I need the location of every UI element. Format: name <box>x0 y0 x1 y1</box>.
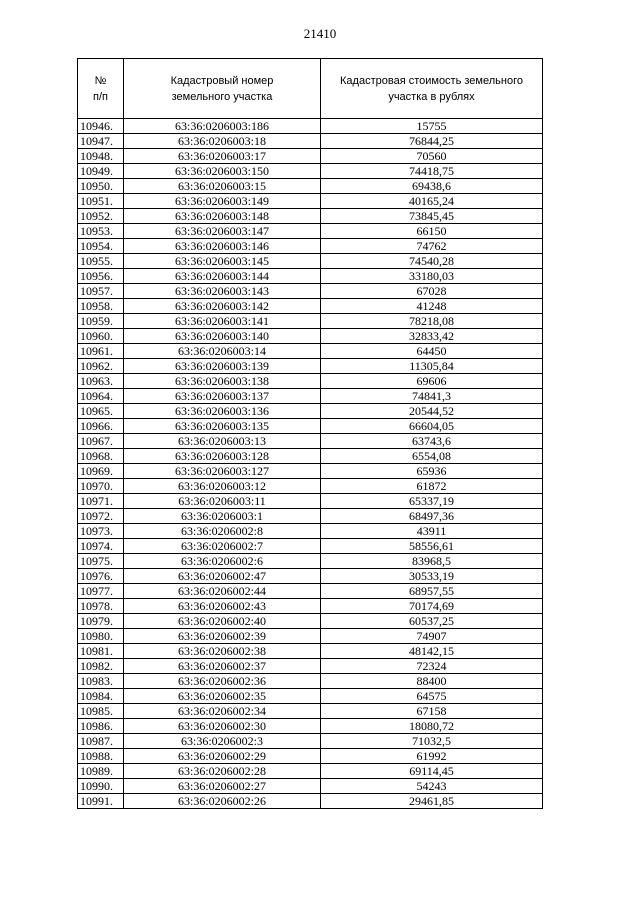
cadastral-number-cell: 63:36:0206003:149 <box>124 194 321 209</box>
table-row <box>78 314 543 329</box>
cadastral-value-cell: 66150 <box>321 224 543 239</box>
cadastral-number-cell: 63:36:0206003:148 <box>124 209 321 224</box>
cadastral-value-cell: 74762 <box>321 239 543 254</box>
row-number-cell: 10983. <box>78 674 124 689</box>
cadastral-value-cell: 40165,24 <box>321 194 543 209</box>
cadastral-number-cell: 63:36:0206002:28 <box>124 764 321 779</box>
table-row <box>78 134 543 149</box>
row-number-cell: 10988. <box>78 749 124 764</box>
cadastral-value-cell: 65936 <box>321 464 543 479</box>
cadastral-value-cell: 65337,19 <box>321 494 543 509</box>
cadastral-number-cell: 63:36:0206003:18 <box>124 134 321 149</box>
cadastral-value-cell: 60537,25 <box>321 614 543 629</box>
cadastral-value-cell: 18080,72 <box>321 719 543 734</box>
row-number-cell: 10960. <box>78 329 124 344</box>
cadastral-value-cell: 73845,45 <box>321 209 543 224</box>
cadastral-number-cell: 63:36:0206002:27 <box>124 779 321 794</box>
cadastral-number-cell: 63:36:0206003:14 <box>124 344 321 359</box>
table-row <box>78 149 543 164</box>
table-row <box>78 344 543 359</box>
cadastral-number-cell: 63:36:0206003:150 <box>124 164 321 179</box>
cadastral-number-cell: 63:36:0206002:39 <box>124 629 321 644</box>
cadastral-number-cell: 63:36:0206003:12 <box>124 479 321 494</box>
cadastral-value-cell: 43911 <box>321 524 543 539</box>
row-number-cell: 10974. <box>78 539 124 554</box>
header-cadastral-value: Кадастровая стоимость земельного участка в рублях <box>321 59 543 119</box>
table-row <box>78 164 543 179</box>
table-row <box>78 299 543 314</box>
cadastral-value-cell: 48142,15 <box>321 644 543 659</box>
cadastral-number-cell: 63:36:0206003:136 <box>124 404 321 419</box>
cadastral-number-cell: 63:36:0206003:137 <box>124 389 321 404</box>
cadastral-number-cell: 63:36:0206002:7 <box>124 539 321 554</box>
row-number-cell: 10946. <box>78 119 124 134</box>
row-number-cell: 10989. <box>78 764 124 779</box>
cadastral-value-cell: 74841,3 <box>321 389 543 404</box>
cadastral-value-cell: 74418,75 <box>321 164 543 179</box>
table-row <box>78 374 543 389</box>
table-row <box>78 119 543 134</box>
row-number-cell: 10987. <box>78 734 124 749</box>
table-row <box>78 569 543 584</box>
row-number-cell: 10967. <box>78 434 124 449</box>
row-number-cell: 10979. <box>78 614 124 629</box>
cadastral-number-cell: 63:36:0206003:11 <box>124 494 321 509</box>
cadastral-number-cell: 63:36:0206003:144 <box>124 269 321 284</box>
row-number-cell: 10949. <box>78 164 124 179</box>
cadastral-value-cell: 88400 <box>321 674 543 689</box>
table-row <box>78 794 543 809</box>
cadastral-value-cell: 32833,42 <box>321 329 543 344</box>
row-number-cell: 10957. <box>78 284 124 299</box>
row-number-cell: 10978. <box>78 599 124 614</box>
row-number-cell: 10963. <box>78 374 124 389</box>
cadastral-value-cell: 67158 <box>321 704 543 719</box>
row-number-cell: 10950. <box>78 179 124 194</box>
table-row <box>78 284 543 299</box>
table-row <box>78 689 543 704</box>
table-row <box>78 179 543 194</box>
table-row <box>78 494 543 509</box>
table-row <box>78 464 543 479</box>
row-number-cell: 10964. <box>78 389 124 404</box>
table-row <box>78 779 543 794</box>
table-row <box>78 194 543 209</box>
cadastral-value-cell: 74540,28 <box>321 254 543 269</box>
table-row <box>78 644 543 659</box>
row-number-cell: 10955. <box>78 254 124 269</box>
cadastral-number-cell: 63:36:0206002:36 <box>124 674 321 689</box>
header-row-number: № п/п <box>78 59 124 119</box>
cadastral-number-cell: 63:36:0206002:40 <box>124 614 321 629</box>
row-number-cell: 10982. <box>78 659 124 674</box>
cadastral-value-cell: 68497,36 <box>321 509 543 524</box>
row-number-cell: 10972. <box>78 509 124 524</box>
cadastral-number-cell: 63:36:0206003:147 <box>124 224 321 239</box>
cadastral-value-cell: 72324 <box>321 659 543 674</box>
table-row <box>78 449 543 464</box>
cadastral-value-cell: 64575 <box>321 689 543 704</box>
cadastral-value-cell: 29461,85 <box>321 794 543 809</box>
cadastral-number-cell: 63:36:0206002:30 <box>124 719 321 734</box>
row-number-cell: 10958. <box>78 299 124 314</box>
table-header-row <box>78 59 543 119</box>
row-number-cell: 10965. <box>78 404 124 419</box>
cadastral-value-cell: 63743,6 <box>321 434 543 449</box>
row-number-cell: 10980. <box>78 629 124 644</box>
row-number-cell: 10961. <box>78 344 124 359</box>
cadastral-number-cell: 63:36:0206003:143 <box>124 284 321 299</box>
cadastral-number-cell: 63:36:0206002:38 <box>124 644 321 659</box>
row-number-cell: 10977. <box>78 584 124 599</box>
cadastral-number-cell: 63:36:0206003:139 <box>124 359 321 374</box>
row-number-cell: 10973. <box>78 524 124 539</box>
cadastral-value-cell: 64450 <box>321 344 543 359</box>
cadastral-value-cell: 58556,61 <box>321 539 543 554</box>
row-number-cell: 10956. <box>78 269 124 284</box>
table-row <box>78 704 543 719</box>
header-cadastral-number: Кадастровый номер земельного участка <box>124 59 321 119</box>
table-row <box>78 674 543 689</box>
cadastral-value-cell: 71032,5 <box>321 734 543 749</box>
cadastral-number-cell: 63:36:0206003:17 <box>124 149 321 164</box>
cadastral-value-cell: 69606 <box>321 374 543 389</box>
cadastral-number-cell: 63:36:0206003:138 <box>124 374 321 389</box>
cadastral-number-cell: 63:36:0206003:1 <box>124 509 321 524</box>
row-number-cell: 10954. <box>78 239 124 254</box>
table-row <box>78 524 543 539</box>
cadastral-value-cell: 76844,25 <box>321 134 543 149</box>
cadastral-value-cell: 67028 <box>321 284 543 299</box>
table-row <box>78 584 543 599</box>
cadastral-value-cell: 66604,05 <box>321 419 543 434</box>
row-number-cell: 10986. <box>78 719 124 734</box>
cadastral-value-cell: 30533,19 <box>321 569 543 584</box>
cadastral-value-cell: 54243 <box>321 779 543 794</box>
cadastral-value-cell: 69114,45 <box>321 764 543 779</box>
table-row <box>78 389 543 404</box>
cadastral-number-cell: 63:36:0206003:140 <box>124 329 321 344</box>
row-number-cell: 10976. <box>78 569 124 584</box>
table-row <box>78 479 543 494</box>
table-row <box>78 599 543 614</box>
cadastral-number-cell: 63:36:0206002:34 <box>124 704 321 719</box>
row-number-cell: 10968. <box>78 449 124 464</box>
cadastral-value-cell: 15755 <box>321 119 543 134</box>
table-row <box>78 254 543 269</box>
cadastral-value-cell: 83968,5 <box>321 554 543 569</box>
cadastral-number-cell: 63:36:0206003:127 <box>124 464 321 479</box>
table-row <box>78 269 543 284</box>
cadastral-value-cell: 61872 <box>321 479 543 494</box>
table-row <box>78 554 543 569</box>
table-row <box>78 359 543 374</box>
cadastral-number-cell: 63:36:0206003:141 <box>124 314 321 329</box>
cadastral-value-cell: 70560 <box>321 149 543 164</box>
cadastral-number-cell: 63:36:0206002:35 <box>124 689 321 704</box>
cadastral-number-cell: 63:36:0206003:142 <box>124 299 321 314</box>
cadastral-value-cell: 70174,69 <box>321 599 543 614</box>
cadastral-number-cell: 63:36:0206002:3 <box>124 734 321 749</box>
table-row <box>78 239 543 254</box>
table-row <box>78 614 543 629</box>
cadastral-number-cell: 63:36:0206002:26 <box>124 794 321 809</box>
row-number-cell: 10962. <box>78 359 124 374</box>
cadastral-number-cell: 63:36:0206002:8 <box>124 524 321 539</box>
cadastral-number-cell: 63:36:0206003:145 <box>124 254 321 269</box>
row-number-cell: 10959. <box>78 314 124 329</box>
table-row <box>78 734 543 749</box>
page-number: 21410 <box>303 26 337 41</box>
cadastral-value-cell: 61992 <box>321 749 543 764</box>
row-number-cell: 10947. <box>78 134 124 149</box>
row-number-cell: 10971. <box>78 494 124 509</box>
table-row <box>78 509 543 524</box>
row-number-cell: 10966. <box>78 419 124 434</box>
row-number-cell: 10953. <box>78 224 124 239</box>
cadastral-number-cell: 63:36:0206003:15 <box>124 179 321 194</box>
cadastral-value-cell: 20544,52 <box>321 404 543 419</box>
cadastral-number-cell: 63:36:0206002:37 <box>124 659 321 674</box>
row-number-cell: 10991. <box>78 794 124 809</box>
cadastral-value-cell: 78218,08 <box>321 314 543 329</box>
table-row <box>78 224 543 239</box>
cadastral-number-cell: 63:36:0206002:29 <box>124 749 321 764</box>
table-row <box>78 419 543 434</box>
table-row <box>78 749 543 764</box>
row-number-cell: 10951. <box>78 194 124 209</box>
cadastral-value-cell: 74907 <box>321 629 543 644</box>
table-row <box>78 764 543 779</box>
row-number-cell: 10984. <box>78 689 124 704</box>
cadastral-number-cell: 63:36:0206002:47 <box>124 569 321 584</box>
cadastral-number-cell: 63:36:0206003:13 <box>124 434 321 449</box>
table-row <box>78 719 543 734</box>
table-row <box>78 629 543 644</box>
cadastral-value-cell: 6554,08 <box>321 449 543 464</box>
row-number-cell: 10985. <box>78 704 124 719</box>
table-body <box>78 119 543 809</box>
table-row <box>78 404 543 419</box>
table-row <box>78 539 543 554</box>
row-number-cell: 10969. <box>78 464 124 479</box>
cadastral-number-cell: 63:36:0206003:135 <box>124 419 321 434</box>
cadastral-value-cell: 69438,6 <box>321 179 543 194</box>
cadastral-number-cell: 63:36:0206003:128 <box>124 449 321 464</box>
row-number-cell: 10948. <box>78 149 124 164</box>
row-number-cell: 10990. <box>78 779 124 794</box>
row-number-cell: 10975. <box>78 554 124 569</box>
row-number-cell: 10952. <box>78 209 124 224</box>
cadastral-value-cell: 68957,55 <box>321 584 543 599</box>
cadastral-value-table <box>77 58 543 809</box>
table-row <box>78 209 543 224</box>
cadastral-number-cell: 63:36:0206002:44 <box>124 584 321 599</box>
cadastral-value-cell: 41248 <box>321 299 543 314</box>
table-row <box>78 434 543 449</box>
row-number-cell: 10981. <box>78 644 124 659</box>
table-row <box>78 329 543 344</box>
row-number-cell: 10970. <box>78 479 124 494</box>
cadastral-number-cell: 63:36:0206002:43 <box>124 599 321 614</box>
table-row <box>78 659 543 674</box>
cadastral-value-cell: 11305,84 <box>321 359 543 374</box>
cadastral-number-cell: 63:36:0206002:6 <box>124 554 321 569</box>
cadastral-number-cell: 63:36:0206003:146 <box>124 239 321 254</box>
cadastral-value-cell: 33180,03 <box>321 269 543 284</box>
cadastral-number-cell: 63:36:0206003:186 <box>124 119 321 134</box>
